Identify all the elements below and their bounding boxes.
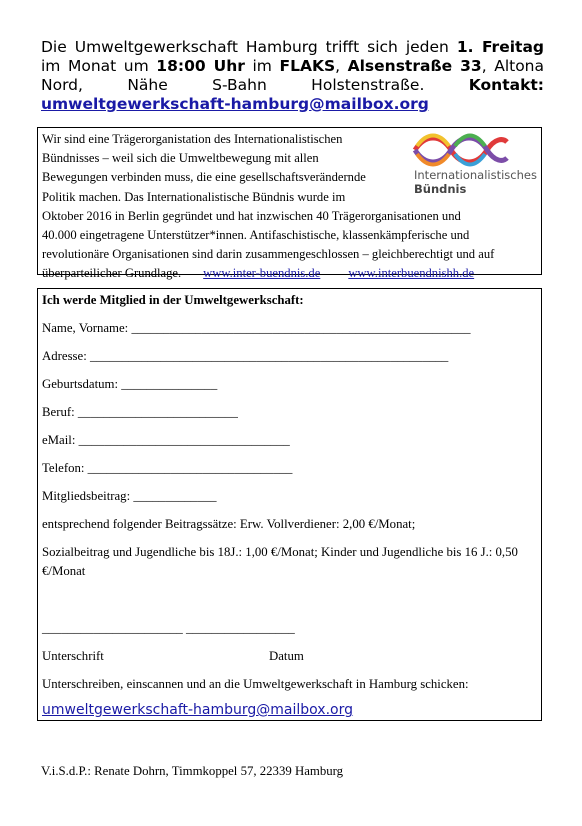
intro-text: , (335, 57, 348, 75)
description-line: überparteilicher Grundlage. (42, 266, 182, 281)
description-line: Bündnisses – weil sich die Umweltbewegung mit allen (42, 151, 319, 166)
signature-label: Unterschrift (42, 649, 104, 663)
contact-label: Kontakt: (468, 76, 544, 94)
name-field[interactable]: Name, Vorname: _____________________________________________________ (42, 321, 471, 335)
meeting-venue: FLAKS (279, 57, 336, 75)
alliance-info-box (37, 127, 542, 281)
alliance-logo (411, 132, 539, 196)
contribution-field[interactable]: Mitgliedsbeitrag: _____________ (42, 489, 217, 503)
signature-lines[interactable]: ______________________ _________________ (42, 621, 295, 635)
logo-line: Internationalistisches (414, 168, 537, 182)
profession-field[interactable]: Beruf: _________________________ (42, 405, 238, 419)
description-line: Wir sind eine Trägerorganistation des Internationalistischen (42, 132, 343, 146)
meeting-time: 18:00 Uhr (156, 57, 245, 75)
instruction-text: Unterschreiben, einscannen und an die Umweltgewerkschaft in Hamburg schicken: (42, 677, 469, 691)
rates-text: Sozialbeitrag und Jugendliche bis 18J.: 1,00 €/Monat; Kinder und Jugendliche bis 16 J.: 0,50 €/Monat (42, 545, 518, 578)
alliance-logo-icon (411, 132, 511, 168)
address-field[interactable]: Adresse: ________________________________________________________ (42, 349, 449, 363)
description-line: Oktober 2016 in Berlin gegründet und hat inzwischen 40 Trägerorganisationen und (42, 208, 461, 223)
contact-email-link[interactable]: umweltgewerkschaft-hamburg@mailbox.org (41, 95, 429, 113)
inter-buendnis-link[interactable]: www.inter-buendnis.de (203, 266, 321, 281)
logo-line: Bündnis (414, 182, 467, 196)
date-label: Datum (269, 649, 304, 663)
birthdate-field[interactable]: Geburtsdatum: _______________ (42, 377, 218, 391)
meeting-info (41, 38, 544, 114)
interbuendnishh-link[interactable]: www.interbuendnishh.de (348, 266, 475, 281)
description-line: Politik machen. Das Internationalistische Bündnis wurde im (42, 189, 346, 204)
membership-form (37, 288, 542, 721)
intro-text: im (244, 57, 280, 75)
description-line: 40.000 eingetragene Unterstützer*innen. Antifaschistische, klassenkämpferische und (42, 228, 470, 243)
description-line: revolutionäre Organisationen sind darin zusammengeschlossen – gleichberechtigt und auf (42, 247, 495, 262)
intro-text: , Altona Nord, Nähe S-Bahn Holstenstraße. (41, 57, 545, 94)
description-line: Bewegungen verbinden muss, die eine gesellschaftsverändernde (42, 170, 366, 185)
meeting-address: Alsenstraße 33 (347, 57, 482, 75)
imprint-footer: V.i.S.d.P.: Renate Dohrn, Timmkoppel 57, 22339 Hamburg (41, 764, 344, 778)
intro-text: Die Umweltgewerkschaft Hamburg trifft sich jeden (41, 38, 457, 56)
logo-wordmark (414, 168, 537, 196)
meeting-day: 1. Freitag (456, 38, 544, 56)
intro-text: im Monat um (41, 57, 157, 75)
form-email-link[interactable]: umweltgewerkschaft-hamburg@mailbox.org (42, 702, 354, 718)
rates-text: entsprechend folgender Beitragssätze: Erw. Vollverdiener: 2,00 €/Monat; (42, 517, 416, 531)
form-heading: Ich werde Mitglied in der Umweltgewerkschaft: (42, 293, 304, 307)
phone-field[interactable]: Telefon: ________________________________ (42, 461, 293, 475)
email-field[interactable]: eMail: _________________________________ (42, 433, 290, 447)
